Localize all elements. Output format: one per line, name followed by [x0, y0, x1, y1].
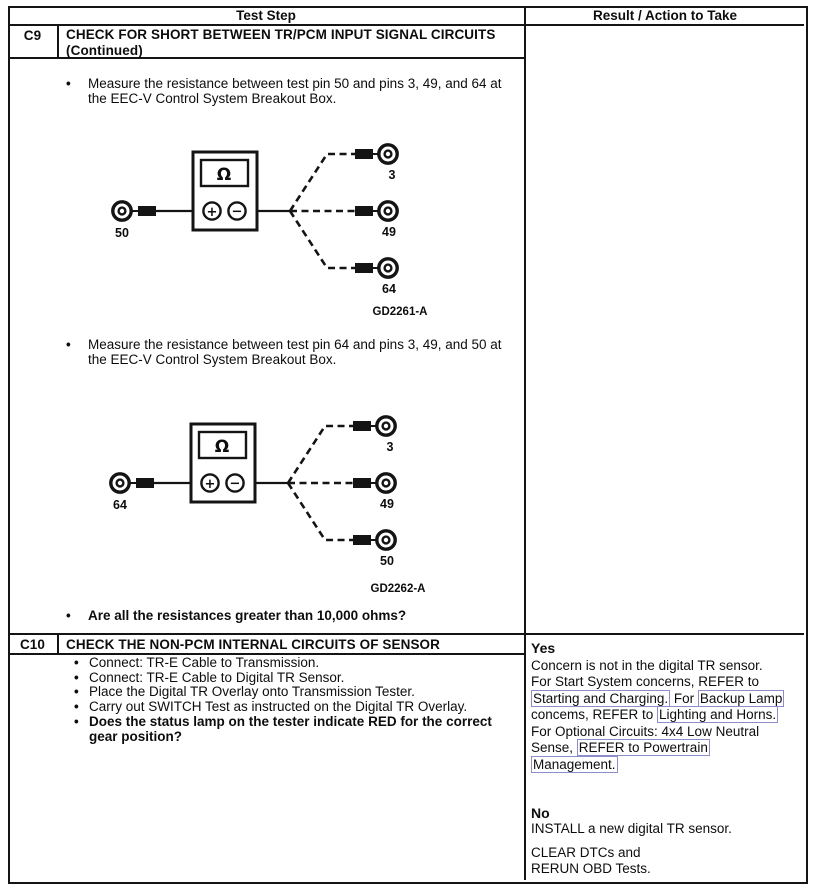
c9-bullet-1-text: Measure the resistance between test pin 50 and pins 3, 49, and 64 at the EEC-V Control System Breakout Box.: [88, 76, 502, 106]
c9-step-id: C9: [23, 28, 42, 43]
left-pin-label: 50: [115, 226, 129, 240]
c10-row-top-rule: [8, 633, 804, 635]
c10-step-id: C10: [19, 637, 46, 652]
right-pin-label-1: 3: [388, 168, 396, 182]
yes-line-6: [531, 740, 803, 756]
rerun-obd-text: RERUN OBD Tests.: [531, 861, 651, 876]
bullet-icon: [66, 76, 88, 106]
c10-step-title: CHECK THE NON-PCM INTERNAL CIRCUITS OF SENSOR: [66, 637, 441, 652]
yes-line-1-text: Concern is not in the digital TR sensor.: [531, 658, 763, 673]
yes-line-5-text: For Optional Circuits: 4x4 Low Neutral: [531, 723, 760, 739]
dashed-lead-top: [290, 154, 355, 211]
no-action-text: INSTALL a new digital TR sensor.: [531, 821, 732, 836]
bullet-icon: [66, 337, 88, 367]
connector-icon: [377, 417, 395, 549]
bullet-icon: [74, 685, 89, 700]
ohmmeter-icon: [191, 424, 255, 502]
c9-bullet-2: [66, 337, 514, 367]
right-pin-label-1: 3: [386, 440, 394, 454]
bullet-icon: [74, 715, 89, 744]
yes-line-4: [531, 707, 803, 723]
probe-icon: [355, 149, 379, 273]
link-refer-to-powertrain[interactable]: REFER to Powertrain: [578, 740, 708, 756]
bullet-icon: [74, 671, 89, 686]
connector-icon: [113, 202, 131, 220]
c10-bullet-3-text: Place the Digital TR Overlay onto Transmission Tester.: [89, 684, 415, 700]
ohm-symbol: Ω: [214, 437, 230, 457]
c10-question-text: Does the status lamp on the tester indicate RED for the correct gear position?: [89, 713, 492, 744]
c9-id-cell-divider: [57, 26, 59, 57]
connector-icon: [379, 145, 397, 277]
yes-line-2-text: For Start System concerns, REFER to: [531, 674, 760, 690]
c10-bullet-2: [74, 671, 512, 686]
figure-caption-1: GD2261-A: [372, 306, 428, 318]
yes-label: Yes: [531, 640, 556, 656]
yes-line-1: [531, 658, 803, 674]
ohmmeter-diagram-1: [96, 138, 436, 310]
bullet-icon: [74, 700, 89, 715]
right-pin-label-2: 49: [380, 497, 394, 511]
link-lighting-and-horns[interactable]: Lighting and Horns.: [659, 707, 777, 723]
yes-action-text: [531, 658, 803, 774]
column-header-test-step: Test Step: [236, 8, 296, 23]
column-divider: [524, 6, 526, 880]
connector-icon: [111, 474, 129, 492]
right-pin-label-3: 50: [380, 554, 394, 568]
c10-bullet-1: [74, 656, 512, 671]
no-label: No: [531, 805, 550, 821]
c10-bullet-3: [74, 685, 512, 700]
c9-step-title: CHECK FOR SHORT BETWEEN TR/PCM INPUT SIGNAL CIRCUITS (Continued): [66, 27, 496, 58]
c10-bullet-5: [74, 715, 502, 744]
c10-id-cell-divider: [57, 635, 59, 653]
left-pin-label: 64: [113, 498, 127, 512]
yes-line-5: [531, 724, 803, 740]
plus-terminal: +: [204, 477, 216, 492]
plus-terminal: +: [206, 205, 218, 220]
dashed-lead-bottom: [288, 483, 353, 540]
ohmmeter-icon: [193, 152, 257, 230]
link-backup-lamp[interactable]: Backup Lamp: [699, 690, 783, 706]
bullet-icon: [66, 608, 88, 623]
ohm-symbol: Ω: [216, 165, 232, 185]
yes-line-3: [531, 691, 803, 707]
right-pin-label-2: 49: [382, 225, 396, 239]
yes-line-3-mid: For: [670, 690, 698, 706]
bullet-icon: [74, 656, 89, 671]
c9-bullet-1: [66, 76, 514, 106]
minus-terminal: −: [229, 476, 241, 492]
yes-line-2: [531, 674, 803, 690]
c10-bullet-1-text: Connect: TR-E Cable to Transmission.: [89, 655, 320, 670]
c9-bullet-3: [66, 608, 526, 623]
c10-bullet-2-text: Connect: TR-E Cable to Digital TR Sensor.: [89, 669, 345, 685]
minus-terminal: −: [231, 204, 243, 220]
yes-line-6-pre: Sense,: [531, 740, 577, 756]
probe-icon: [136, 478, 154, 488]
column-header-result: Result / Action to Take: [592, 8, 738, 23]
link-powertrain-management[interactable]: Management.: [533, 757, 616, 773]
dashed-lead-bottom: [290, 211, 355, 268]
probe-icon: [138, 206, 156, 216]
c10-bullet-list: [74, 656, 512, 744]
c10-bullet-4-text: Carry out SWITCH Test as instructed on the Digital TR Overlay.: [89, 699, 468, 715]
header-rule: [8, 24, 804, 26]
c9-question-text: Are all the resistances greater than 10,000 ohms?: [88, 608, 407, 623]
dashed-lead-top: [288, 426, 353, 483]
c9-bullet-2-text: Measure the resistance between test pin 64 and pins 3, 49, and 50 at the EEC-V Control System Breakout Box.: [88, 337, 502, 367]
figure-caption-2: GD2262-A: [370, 583, 426, 595]
yes-line-4-pre: concems, REFER to: [531, 707, 658, 723]
ohmmeter-diagram-2: [94, 410, 434, 582]
right-pin-label-3: 64: [382, 282, 396, 296]
yes-line-7: [531, 757, 803, 773]
link-starting-and-charging[interactable]: Starting and Charging.: [533, 690, 669, 706]
c10-bullet-4: [74, 700, 512, 715]
probe-icon: [353, 421, 377, 545]
clear-dtcs-text: CLEAR DTCs and: [531, 845, 641, 860]
